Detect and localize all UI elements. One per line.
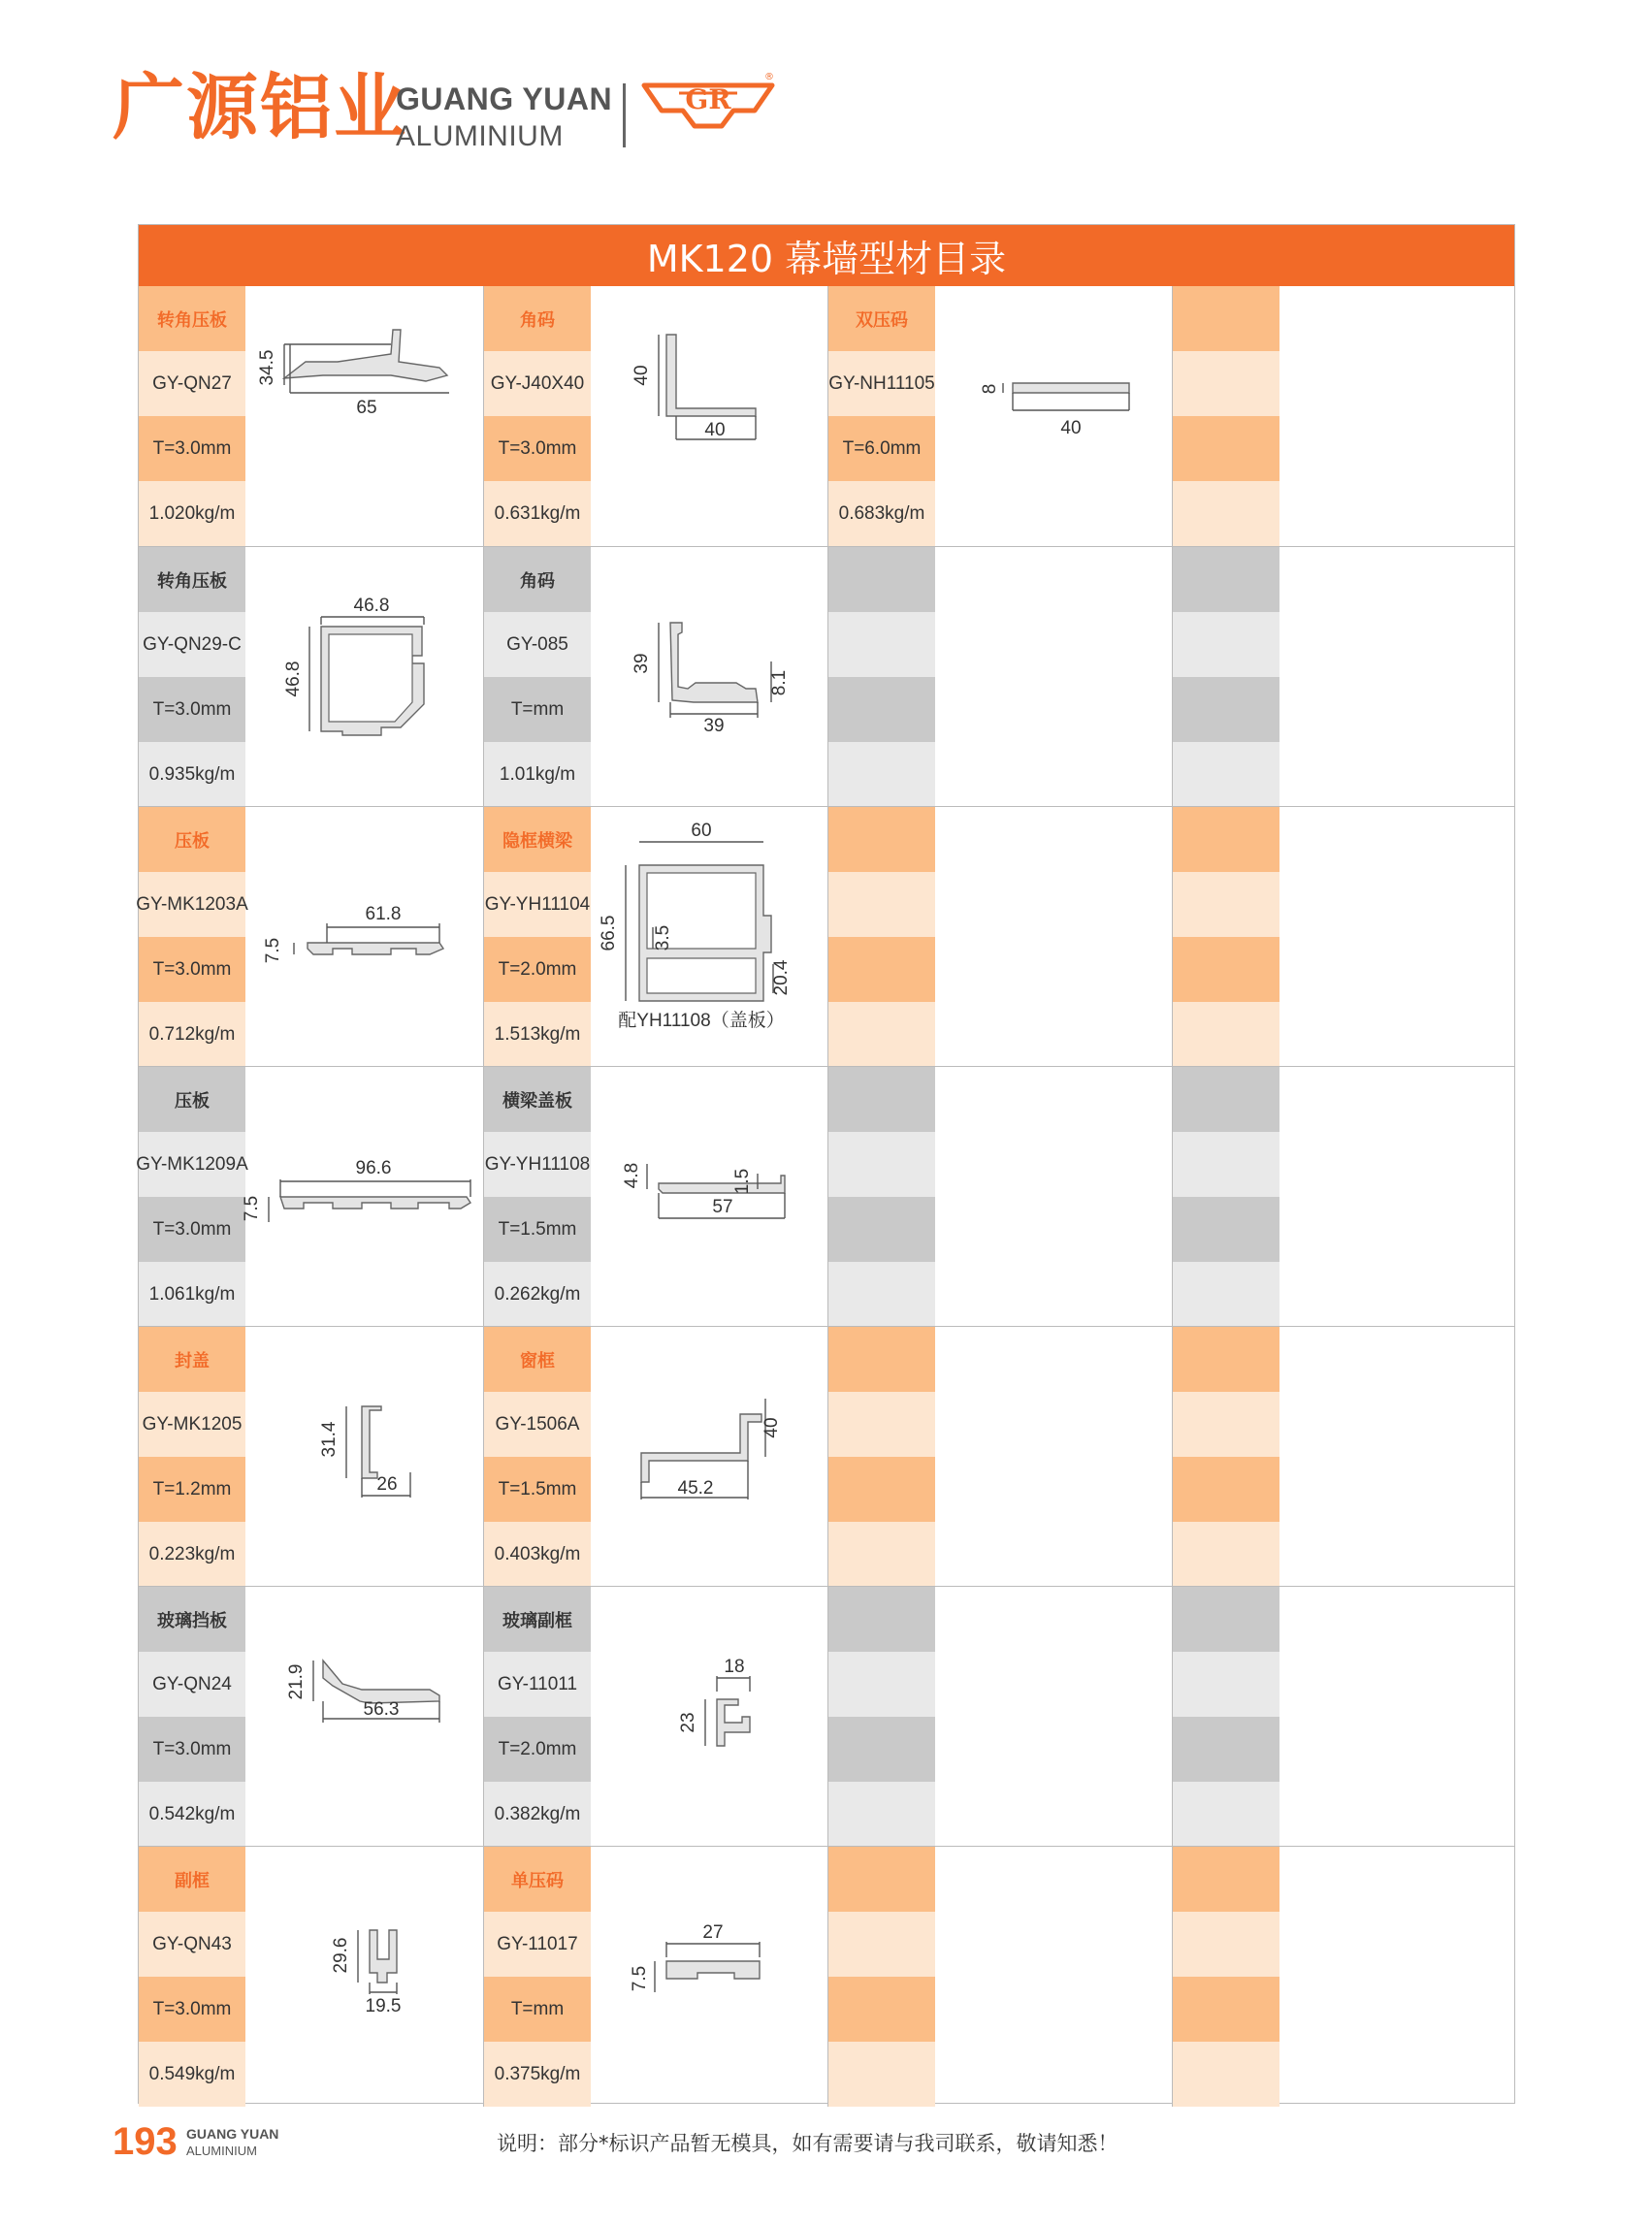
brand-name-cn: 广源铝业 [113,66,407,149]
empty-profile-card [1172,1847,1516,2107]
dimension-label: 57 [712,1197,733,1217]
dimension-label: 31.4 [319,1421,340,1458]
profile-catalog-table [138,224,1515,2104]
profile-drawing [245,286,483,546]
dimension-label: 40 [632,365,652,386]
profile-drawing [245,547,483,807]
profile-weight: 1.020kg/m [139,481,245,546]
profile-weight: 0.262kg/m [484,1262,591,1327]
brand-logo-icon [640,68,776,145]
profile-name: 转角压板 [139,547,245,612]
empty-profile-card [1172,1067,1516,1327]
spec-column [828,1587,935,1847]
profile-weight: 0.223kg/m [139,1522,245,1587]
dimension-label: 4.8 [622,1162,642,1189]
page-number: 193 [113,2120,178,2163]
profile-card [483,286,827,546]
profile-code: GY-QN29-C [139,612,245,677]
footer-brand: GUANG YUAN [186,2126,279,2142]
empty-profile-card [827,1067,1172,1327]
profile-thickness: T=1.2mm [139,1457,245,1522]
spec-column [828,807,935,1067]
profile-card [483,1327,827,1587]
profile-name: 角码 [484,547,591,612]
profile-code: GY-11011 [484,1652,591,1717]
spec-column [136,1067,248,1327]
spec-column [139,286,245,546]
dimension-label: 3.5 [653,924,673,951]
profile-weight: 0.403kg/m [484,1522,591,1587]
profile-code: GY-MK1209A [139,1132,245,1197]
spec-column [484,807,591,1067]
dimension-label: 65 [356,398,377,418]
empty-profile-card [1172,286,1516,546]
profile-drawing [591,286,828,546]
spec-column [828,1067,935,1327]
profile-code: GY-MK1203A [139,872,245,937]
dimension-label: 40 [704,420,726,440]
dimension-label: 21.9 [286,1663,307,1700]
profile-name: 角码 [484,286,591,351]
profile-card [139,1847,483,2107]
profile-drawing [591,1067,828,1327]
empty-profile-card [827,1587,1172,1847]
dimension-label: 19.5 [365,1996,402,2016]
catalog-title: MK120 幕墙型材目录 [139,225,1514,286]
dimension-label: 40 [761,1417,782,1438]
profile-drawing [591,807,828,1067]
empty-profile-card [827,807,1172,1067]
spec-column [1173,547,1279,807]
profile-weight: 1.01kg/m [484,742,591,807]
empty-profile-card [827,1327,1172,1587]
dimension-label: 39 [703,716,725,736]
brand-name-en: GUANG YUAN [396,81,613,116]
profile-drawing [591,1327,828,1587]
profile-weight: 0.712kg/m [139,1002,245,1067]
profile-drawing [245,1587,483,1847]
profile-weight: 0.375kg/m [484,2042,591,2107]
profile-thickness: T=3.0mm [139,416,245,481]
profile-card [483,1067,827,1327]
dimension-label: 8.1 [769,669,790,696]
dimension-label: 29.6 [331,1937,351,1974]
profile-code: GY-QN43 [139,1912,245,1977]
profile-thickness: T=mm [484,1977,591,2042]
profile-card [139,547,483,807]
profile-name: 隐框横梁 [484,807,591,872]
spec-column [484,1847,591,2107]
profile-code: GY-J40X40 [484,351,591,416]
profile-code: GY-NH11105 [828,351,935,416]
profile-thickness: T=1.5mm [484,1457,591,1522]
dimension-label: 96.6 [355,1158,392,1178]
spec-column [828,547,935,807]
profile-thickness: T=1.5mm [484,1197,591,1262]
empty-profile-card [827,1847,1172,2107]
profile-thickness: T=3.0mm [139,1717,245,1782]
profile-card [827,286,1172,546]
footer-note: 说明：部分*标识产品暂无模具，如有需要请与我司联系，敬请知悉！ [497,2132,1118,2155]
profile-thickness: T=3.0mm [139,937,245,1002]
profile-drawing [935,286,1173,546]
profile-code: GY-1506A [484,1392,591,1457]
profile-card [139,1327,483,1587]
empty-profile-card [1172,1327,1516,1587]
spec-column [1173,1587,1279,1847]
profile-card [139,286,483,546]
dimension-label: 61.8 [365,904,402,924]
profile-drawing [245,1327,483,1587]
profile-thickness: T=3.0mm [139,1197,245,1262]
spec-column [484,1067,591,1327]
dimension-label: 45.2 [677,1478,714,1499]
dimension-label: 1.5 [732,1168,753,1195]
profile-thickness: T=3.0mm [139,1977,245,2042]
dimension-label: 7.5 [263,937,283,964]
registered-mark: ® [764,72,774,82]
empty-profile-card [1172,807,1516,1067]
profile-name: 单压码 [484,1847,591,1912]
profile-drawing [591,547,828,807]
profile-card [136,807,483,1067]
catalog-row [139,1846,1514,2106]
dimension-label: 27 [702,1922,724,1943]
profile-thickness: T=3.0mm [139,677,245,742]
spec-column [828,1327,935,1587]
profile-name: 转角压板 [139,286,245,351]
empty-profile-card [827,547,1172,807]
profile-name: 压板 [139,807,245,872]
profile-name: 玻璃副框 [484,1587,591,1652]
dimension-label: 60 [691,821,712,841]
catalog-row [139,1586,1514,1846]
catalog-grid [136,286,1514,2106]
dimension-label: 66.5 [599,915,619,951]
profile-name: 副框 [139,1847,245,1912]
dimension-label: 7.5 [630,1965,650,1992]
profile-weight: 0.683kg/m [828,481,935,546]
profile-code: GY-YH11104 [484,872,591,937]
empty-profile-card [1172,547,1516,807]
spec-column [828,286,935,546]
spec-column [484,286,591,546]
catalog-row [136,806,1514,1066]
profile-weight: 0.631kg/m [484,481,591,546]
profile-thickness: T=2.0mm [484,937,591,1002]
spec-column [139,1587,245,1847]
catalog-row [139,546,1514,806]
profile-card [483,807,827,1067]
profile-thickness: T=3.0mm [484,416,591,481]
spec-column [139,1327,245,1587]
spec-column [1173,1067,1279,1327]
profile-drawing [591,1847,828,2107]
dimension-label: 40 [1060,418,1082,438]
profile-card [483,547,827,807]
profile-weight: 0.935kg/m [139,742,245,807]
profile-name: 玻璃挡板 [139,1587,245,1652]
spec-column [484,1587,591,1847]
profile-weight: 1.061kg/m [139,1262,245,1327]
dimension-label: 34.5 [257,349,277,386]
profile-name: 窗框 [484,1327,591,1392]
spec-column [136,807,248,1067]
profile-code: GY-11017 [484,1912,591,1977]
logo-text: GR [685,83,731,115]
profile-thickness: T=mm [484,677,591,742]
spec-column [828,1847,935,2107]
profile-code: GY-MK1205 [139,1392,245,1457]
profile-thickness: T=2.0mm [484,1717,591,1782]
catalog-row [136,1066,1514,1326]
dimension-label: 20.4 [771,959,792,996]
profile-weight: 0.549kg/m [139,2042,245,2107]
dimension-label: 46.8 [353,596,390,616]
profile-card [136,1067,483,1327]
profile-name: 封盖 [139,1327,245,1392]
profile-code: GY-QN27 [139,351,245,416]
spec-column [1173,286,1279,546]
dimension-label: 39 [632,653,652,674]
profile-name: 压板 [139,1067,245,1132]
spec-column [1173,1327,1279,1587]
profile-drawing [245,1847,483,2107]
empty-profile-card [1172,1587,1516,1847]
spec-column [139,547,245,807]
profile-drawing [591,1587,828,1847]
profile-card [483,1847,827,2107]
dimension-label: 7.5 [242,1195,262,1222]
dimension-label: 18 [724,1657,745,1677]
dimension-label: 23 [678,1712,698,1733]
dimension-label: 8 [980,383,1000,395]
profile-thickness: T=6.0mm [828,416,935,481]
spec-column [1173,807,1279,1067]
profile-name: 横梁盖板 [484,1067,591,1132]
profile-code: GY-QN24 [139,1652,245,1717]
profile-card [139,1587,483,1847]
profile-note: 配YH11108（盖板） [618,1011,785,1031]
dimension-label: 56.3 [363,1699,400,1720]
header-divider [623,83,626,147]
profile-card [483,1587,827,1847]
profile-code: GY-YH11108 [484,1132,591,1197]
profile-drawing [245,807,483,1067]
footer-brand-sub: ALUMINIUM [186,2144,257,2158]
catalog-row [139,1326,1514,1586]
profile-weight: 0.382kg/m [484,1782,591,1847]
spec-column [484,547,591,807]
catalog-row [139,286,1514,546]
profile-weight: 1.513kg/m [484,1002,591,1067]
profile-drawing [242,1067,483,1327]
dimension-label: 26 [376,1474,398,1495]
profile-code: GY-085 [484,612,591,677]
spec-column [484,1327,591,1587]
profile-weight: 0.542kg/m [139,1782,245,1847]
spec-column [1173,1847,1279,2107]
spec-column [139,1847,245,2107]
dimension-label: 46.8 [283,661,304,697]
profile-name: 双压码 [828,286,935,351]
brand-subtitle-en: ALUMINIUM [396,120,564,152]
